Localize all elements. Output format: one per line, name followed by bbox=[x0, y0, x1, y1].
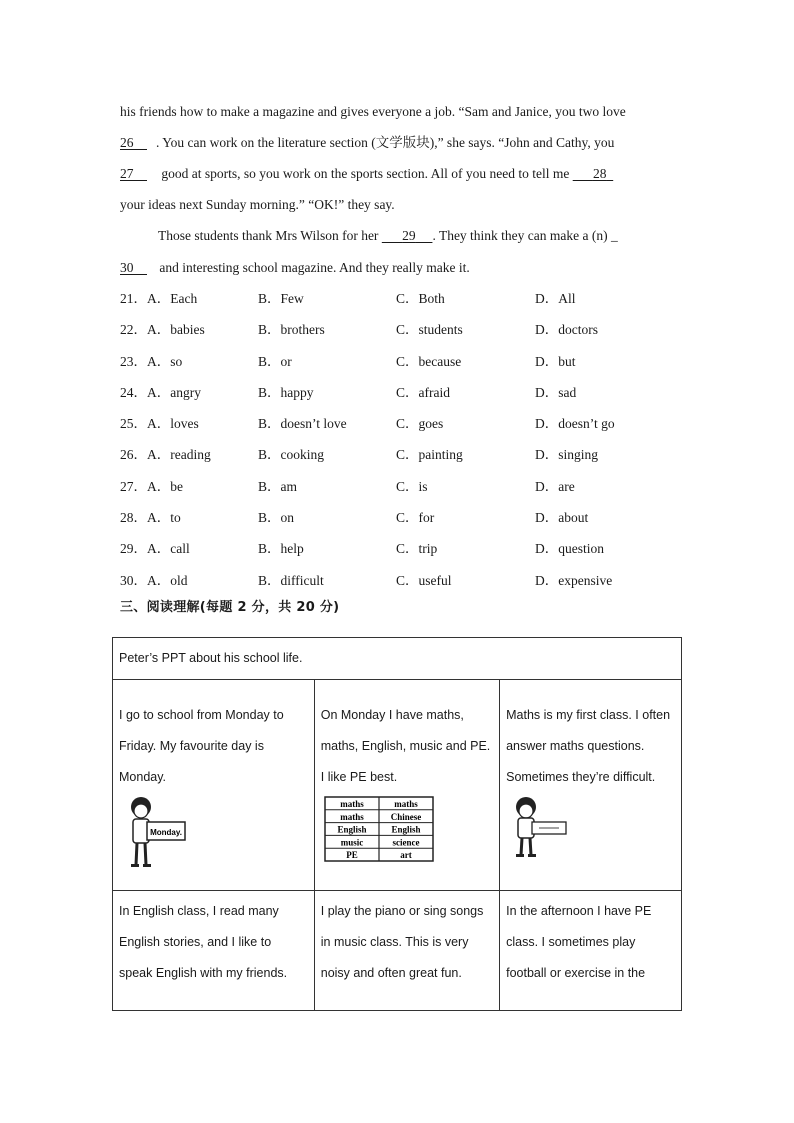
question-25 bbox=[120, 413, 680, 444]
blank-29: 29 bbox=[402, 228, 416, 243]
question-27 bbox=[120, 476, 680, 507]
ppt-cell-2 bbox=[314, 680, 499, 891]
option-a[interactable]: 24．A．angry bbox=[120, 384, 201, 400]
option-a[interactable]: 21．A．Each bbox=[120, 291, 198, 306]
ppt-cell-text: On Monday I have maths, maths, English, music and PE. I like PE best. bbox=[320, 708, 491, 784]
sign-text: Monday. bbox=[150, 828, 182, 837]
timetable-cell: English bbox=[391, 824, 421, 835]
option-b[interactable]: B．am bbox=[258, 478, 297, 494]
option-b[interactable]: B．on bbox=[258, 510, 295, 526]
option-d[interactable]: D．All bbox=[535, 291, 576, 306]
passage-line-4 bbox=[120, 195, 680, 215]
passage-text: . They think they can make a (n) _ bbox=[432, 228, 618, 243]
section-heading: 三、阅读理解(每题 2 分，共 20 分) bbox=[120, 600, 340, 615]
passage-line-2 bbox=[120, 133, 680, 153]
ppt-cell-text: Maths is my first class. I often answer maths questions. Sometimes they’re difficult. bbox=[506, 708, 671, 784]
passage-line-1 bbox=[120, 102, 680, 122]
passage-text: . You can work on the literature section (文学版块),” she says. “John and Cathy, you bbox=[156, 135, 615, 150]
timetable-cell: science bbox=[392, 837, 420, 848]
blank-26: 26 bbox=[120, 135, 134, 150]
option-c[interactable]: C．painting bbox=[396, 447, 463, 463]
ppt-cell-4: In English class, I read many English stories, and I like to speak English with my friends. bbox=[113, 891, 315, 1011]
passage-text: Those students thank Mrs Wilson for her bbox=[158, 228, 379, 243]
ppt-cell-5: I play the piano or sing songs in music class. This is very noisy and often great fun. bbox=[314, 891, 499, 1011]
timetable-figure bbox=[321, 795, 437, 865]
ppt-cell-6: In the afternoon I have PE class. I sometimes play football or exercise in the bbox=[500, 891, 682, 1011]
question-26 bbox=[120, 444, 680, 475]
option-b[interactable]: B．happy bbox=[258, 384, 314, 400]
option-a[interactable]: 28．A．to bbox=[120, 510, 181, 526]
option-a[interactable]: 27．A．be bbox=[120, 478, 183, 494]
passage-text: and interesting school magazine. And they really make it. bbox=[159, 260, 470, 275]
option-a[interactable]: 26．A．reading bbox=[120, 447, 211, 463]
ppt-cell-3 bbox=[500, 680, 682, 891]
option-b[interactable]: B．cooking bbox=[258, 447, 324, 463]
boy-holding-sign-icon bbox=[119, 795, 199, 873]
option-a[interactable]: 30．A．old bbox=[120, 572, 188, 588]
blank-30: 30 bbox=[120, 260, 134, 275]
option-d[interactable]: D．sad bbox=[535, 384, 577, 400]
option-b[interactable]: B．brothers bbox=[258, 322, 325, 338]
option-c[interactable]: C．useful bbox=[396, 572, 452, 588]
option-b[interactable]: B．difficult bbox=[258, 572, 324, 588]
passage-text: your ideas next Sunday morning.” “OK!” they say. bbox=[120, 197, 395, 212]
option-b[interactable]: B．help bbox=[258, 541, 304, 557]
ppt-table bbox=[112, 637, 682, 1011]
option-c[interactable]: C．students bbox=[396, 322, 463, 338]
question-22 bbox=[120, 319, 680, 350]
option-d[interactable]: D．are bbox=[535, 478, 575, 494]
ppt-title: Peter’s PPT about his school life. bbox=[113, 638, 682, 680]
answer-options bbox=[120, 288, 680, 601]
question-23 bbox=[120, 351, 680, 382]
option-c[interactable]: C．afraid bbox=[396, 384, 450, 400]
timetable-cell: art bbox=[400, 850, 412, 861]
passage-line-5 bbox=[158, 226, 718, 246]
ppt-cell-text: I go to school from Monday to Friday. My favourite day is Monday. bbox=[119, 708, 284, 784]
option-b[interactable]: B．or bbox=[258, 353, 292, 369]
option-d[interactable]: D．but bbox=[535, 353, 576, 369]
option-d[interactable]: D．singing bbox=[535, 447, 599, 463]
ppt-cell-1 bbox=[113, 680, 315, 891]
option-d[interactable]: D．question bbox=[535, 541, 604, 557]
question-24 bbox=[120, 382, 680, 413]
question-28 bbox=[120, 507, 680, 538]
passage-text: his friends how to make a magazine and gives everyone a job. “Sam and Janice, you two love bbox=[120, 104, 626, 119]
passage-text: good at sports, so you work on the sports section. All of you need to tell me bbox=[161, 166, 570, 181]
passage-line-3 bbox=[120, 164, 680, 184]
timetable-cell: maths bbox=[393, 799, 418, 809]
blank-27: 27 bbox=[120, 166, 134, 181]
option-a[interactable]: 23．A．so bbox=[120, 353, 183, 369]
option-a[interactable]: 29．A．call bbox=[120, 541, 190, 557]
timetable-cell: Chinese bbox=[390, 811, 422, 822]
option-c[interactable]: C．trip bbox=[396, 541, 438, 557]
timetable-cell: maths bbox=[339, 799, 364, 809]
option-d[interactable]: D．doesn’t go bbox=[535, 416, 615, 432]
option-d[interactable]: D．about bbox=[535, 510, 589, 526]
option-c[interactable]: C．because bbox=[396, 353, 462, 369]
option-b[interactable]: B．doesn’t love bbox=[258, 416, 347, 432]
option-b[interactable]: B．Few bbox=[258, 291, 304, 306]
option-c[interactable]: C．goes bbox=[396, 416, 444, 432]
option-d[interactable]: D．doctors bbox=[535, 322, 598, 338]
boy-holding-sign-icon bbox=[506, 795, 576, 861]
timetable-cell: English bbox=[337, 824, 367, 835]
blank-28: 28 bbox=[592, 166, 607, 181]
option-a[interactable]: 22．A．babies bbox=[120, 322, 205, 338]
option-c[interactable]: C．for bbox=[396, 510, 435, 526]
option-c[interactable]: C．is bbox=[396, 478, 428, 494]
passage-line-6 bbox=[120, 258, 680, 278]
question-29 bbox=[120, 538, 680, 569]
timetable-cell: music bbox=[340, 837, 363, 848]
timetable-cell: maths bbox=[339, 811, 364, 822]
timetable-cell: PE bbox=[345, 850, 358, 861]
option-c[interactable]: C．Both bbox=[396, 291, 445, 306]
option-d[interactable]: D．expensive bbox=[535, 572, 613, 588]
option-a[interactable]: 25．A．loves bbox=[120, 416, 199, 432]
question-21 bbox=[120, 288, 680, 319]
